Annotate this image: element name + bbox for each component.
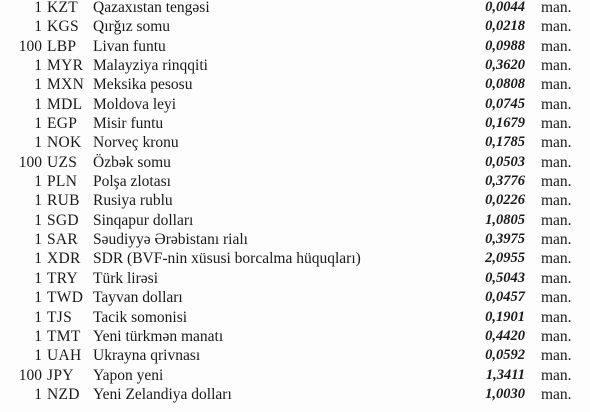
currency-rate: 0,3975 [485,231,525,248]
currency-unit: man. [541,95,572,113]
currency-unit: man. [541,115,572,133]
currency-name: Yapon yeni [93,366,164,384]
currency-quantity: 1 [34,95,42,113]
currency-name: Ukrayna qrivnası [93,347,201,365]
currency-rate: 0,3620 [485,57,525,74]
currency-unit: man. [541,385,572,403]
currency-quantity: 1 [34,115,42,133]
currency-unit: man. [541,76,572,94]
currency-quantity: 1 [34,250,42,268]
currency-rate: 0,1901 [485,308,525,325]
currency-rate: 0,3776 [485,173,525,190]
currency-code: TJS [47,308,73,326]
currency-unit: man. [541,308,572,326]
currency-row [0,17,590,36]
currency-name: Qazaxıstan tengəsi [93,0,210,16]
currency-rate: 0,5043 [485,269,525,286]
currency-quantity: 1 [34,57,42,75]
currency-row [0,385,590,404]
currency-name: SDR (BVF-nin xüsusi borcalma hüquqları) [93,250,361,268]
currency-rate: 0,0226 [485,192,525,209]
currency-rate: 2,0955 [485,250,525,267]
currency-rate: 0,0044 [485,0,525,15]
currency-row [0,346,590,365]
currency-unit: man. [541,289,572,307]
currency-code: JPY [47,366,74,384]
currency-code: TMT [47,327,81,345]
currency-code: EGP [47,115,78,133]
currency-unit: man. [541,327,572,345]
currency-quantity: 1 [34,347,42,365]
currency-row [0,230,590,249]
currency-row [0,288,590,307]
currency-name: Malayziya rinqqiti [93,57,208,75]
currency-unit: man. [541,269,572,287]
currency-row [0,37,590,56]
currency-rate: 1,0805 [485,211,525,228]
currency-unit: man. [541,347,572,365]
currency-unit: man. [541,0,572,16]
currency-rate: 0,1785 [485,134,525,151]
currency-name: Polşa zlotası [93,173,171,191]
currency-code: RUB [47,192,80,210]
currency-unit: man. [541,231,572,249]
currency-unit: man. [541,37,572,55]
currency-row [0,366,590,385]
currency-quantity: 100 [18,366,42,384]
currency-code: XDR [47,250,81,268]
currency-quantity: 100 [18,37,42,55]
currency-code: NZD [47,385,80,403]
currency-unit: man. [541,57,572,75]
currency-row [0,75,590,94]
currency-code: SGD [47,211,79,229]
currency-rate: 0,0457 [485,289,525,306]
currency-rate: 1,0030 [485,385,525,402]
currency-code: MXN [47,76,85,94]
currency-rate: 0,4420 [485,327,525,344]
currency-row [0,191,590,210]
currency-quantity: 1 [34,385,42,403]
currency-name: Misir funtu [93,115,164,133]
currency-name: Norveç kronu [93,134,179,152]
currency-code: TRY [47,269,79,287]
currency-code: LBP [47,37,77,55]
currency-name: Meksika pesosu [93,76,193,94]
currency-code: NOK [47,134,82,152]
currency-unit: man. [541,250,572,268]
currency-rate: 0,1679 [485,115,525,132]
currency-name: Özbək somu [93,153,171,171]
currency-row [0,114,590,133]
currency-row [0,95,590,114]
currency-row [0,211,590,230]
currency-row [0,133,590,152]
currency-quantity: 1 [34,211,42,229]
currency-code: MYR [47,57,84,75]
currency-rate: 0,0592 [485,347,525,364]
currency-code: MDL [47,95,83,113]
currency-name: Tacik somonisi [93,308,188,326]
currency-quantity: 1 [34,269,42,287]
currency-unit: man. [541,366,572,384]
currency-name: Moldova leyi [93,95,177,113]
currency-quantity: 100 [18,153,42,171]
currency-quantity: 1 [34,0,42,16]
currency-rate: 1,3411 [485,366,525,383]
currency-name: Səudiyyə Ərəbistanı rialı [93,231,248,249]
currency-rate: 0,0503 [485,153,525,170]
currency-name: Tayvan dolları [93,289,183,307]
currency-unit: man. [541,153,572,171]
currency-code: UAH [47,347,82,365]
currency-row [0,56,590,75]
currency-quantity: 1 [34,18,42,36]
currency-quantity: 1 [34,327,42,345]
currency-code: UZS [47,153,78,171]
currency-rate: 0,0808 [485,76,525,93]
currency-code: PLN [47,173,78,191]
currency-unit: man. [541,211,572,229]
currency-code: TWD [47,289,84,307]
currency-row [0,327,590,346]
currency-rate: 0,0218 [485,18,525,35]
currency-rate: 0,0988 [485,37,525,54]
currency-code: SAR [47,231,79,249]
currency-name: Qırğız somu [93,18,171,36]
currency-code: KZT [47,0,79,16]
currency-quantity: 1 [34,134,42,152]
currency-unit: man. [541,134,572,152]
currency-quantity: 1 [34,173,42,191]
currency-quantity: 1 [34,231,42,249]
currency-unit: man. [541,18,572,36]
currency-quantity: 1 [34,289,42,307]
currency-name: Rusiya rublu [93,192,173,210]
currency-row [0,172,590,191]
currency-name: Yeni Zelandiya dolları [93,385,232,403]
currency-name: Türk lirəsi [93,269,158,287]
currency-row [0,269,590,288]
currency-unit: man. [541,173,572,191]
currency-row [0,249,590,268]
currency-quantity: 1 [34,76,42,94]
currency-name: Livan funtu [93,37,166,55]
currency-code: KGS [47,18,79,36]
currency-quantity: 1 [34,308,42,326]
currency-name: Yeni türkmən manatı [93,327,224,345]
currency-quantity: 1 [34,192,42,210]
currency-unit: man. [541,192,572,210]
currency-row [0,153,590,172]
currency-row [0,0,590,17]
currency-rate: 0,0745 [485,95,525,112]
currency-row [0,308,590,327]
currency-name: Sinqapur dolları [93,211,194,229]
